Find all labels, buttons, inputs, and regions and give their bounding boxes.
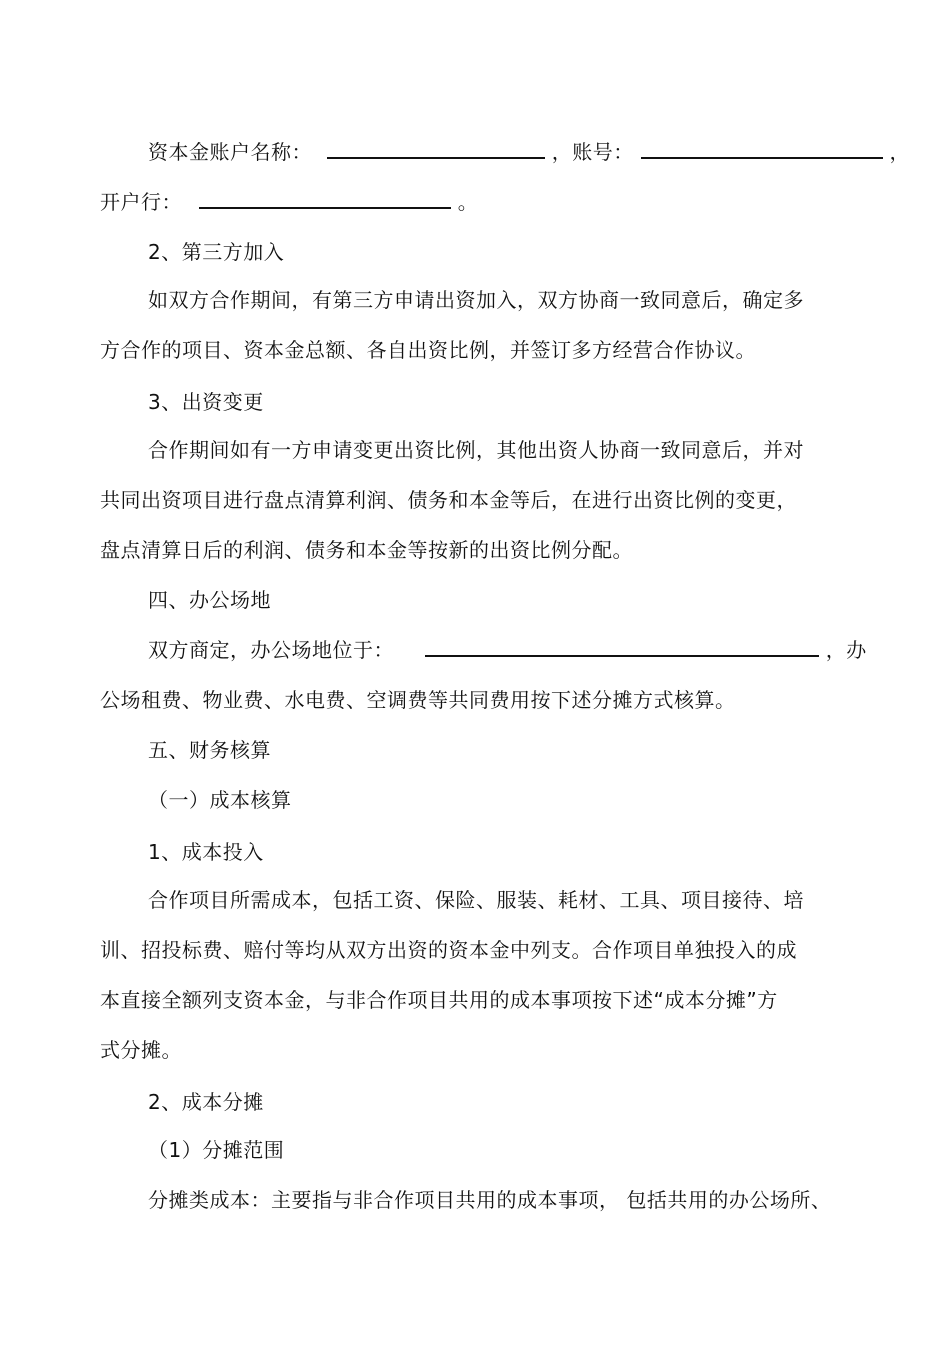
paragraph-line: 盘点清算日后的利润、债务和本金等按新的出资比例分配。 xyxy=(100,538,633,562)
heading-capital-change: 3、出资变更 xyxy=(148,390,264,414)
office-location-line xyxy=(148,636,867,664)
bank-line xyxy=(100,188,478,216)
bank-label: 开户行： xyxy=(100,190,182,214)
heading-cost-accounting: （一）成本核算 xyxy=(148,788,292,812)
capital-account-name-label: 资本金账户名称： xyxy=(148,140,312,164)
paragraph-line: 方合作的项目、资本金总额、各自出资比例，并签订多方经营合作协议。 xyxy=(100,338,756,362)
paragraph-line: 训、招投标费、赔付等均从双方出资的资本金中列支。合作项目单独投入的成 xyxy=(100,938,797,962)
paragraph-line: 合作期间如有一方申请变更出资比例，其他出资人协商一致同意后，并对 xyxy=(148,438,804,462)
line-end-comma: ， xyxy=(889,140,910,164)
heading-third-party: 2、第三方加入 xyxy=(148,240,285,264)
heading-cost-allocation: 2、成本分摊 xyxy=(148,1090,264,1114)
paragraph-line: 本直接全额列支资本金，与非合作项目共用的成本事项按下述“成本分摊”方 xyxy=(100,988,778,1012)
office-location-blank xyxy=(425,637,819,657)
paragraph-line: 如双方合作期间，有第三方申请出资加入，双方协商一致同意后，确定多 xyxy=(148,288,804,312)
office-location-label: 双方商定，办公场地位于： xyxy=(148,638,394,662)
bank-line-end: 。 xyxy=(457,190,479,214)
paragraph-line: 分摊类成本：主要指与非合作项目共用的成本事项， 包括共用的办公场所、 xyxy=(148,1188,832,1212)
heading-allocation-scope: （1）分摊范围 xyxy=(148,1138,285,1162)
account-name-blank xyxy=(327,139,545,159)
heading-office-space: 四、办公场地 xyxy=(148,588,271,612)
heading-cost-input: 1、成本投入 xyxy=(148,840,264,864)
capital-account-line xyxy=(148,138,910,166)
paragraph-line: 式分摊。 xyxy=(100,1038,182,1062)
account-number-label: ，账号： xyxy=(551,140,634,164)
paragraph-line: 公场租费、物业费、水电费、空调费等共同费用按下述分摊方式核算。 xyxy=(100,688,736,712)
heading-financial-accounting: 五、财务核算 xyxy=(148,738,271,762)
bank-blank xyxy=(199,189,451,209)
paragraph-line: 合作项目所需成本，包括工资、保险、服装、耗材、工具、项目接待、培 xyxy=(148,888,804,912)
office-location-continuation: ，办 xyxy=(825,638,867,662)
paragraph-line: 共同出资项目进行盘点清算利润、债务和本金等后，在进行出资比例的变更， xyxy=(100,488,797,512)
account-number-blank xyxy=(641,139,883,159)
